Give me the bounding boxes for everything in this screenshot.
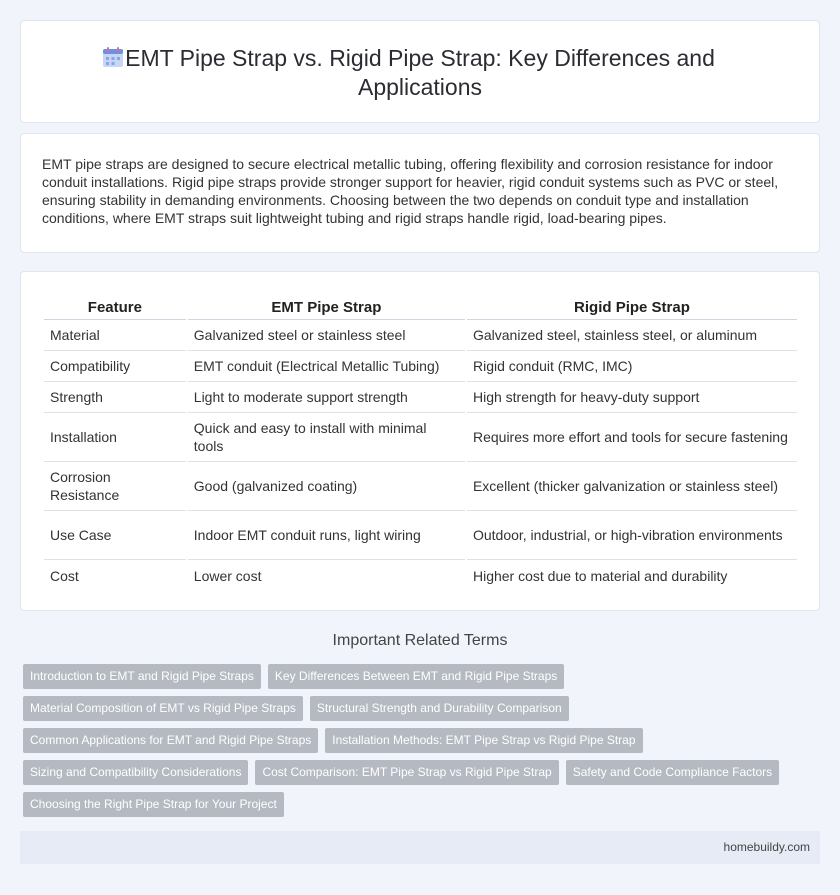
cell-rigid: Requires more effort and tools for secure fastening xyxy=(467,413,797,462)
cell-rigid: Excellent (thicker galvanization or stainless steel) xyxy=(467,462,797,511)
related-terms-heading: Important Related Terms xyxy=(332,632,508,649)
header-feature: Feature xyxy=(44,296,186,320)
cell-rigid: Higher cost due to material and durability xyxy=(472,567,728,584)
related-terms-list xyxy=(23,664,813,824)
comparison-table xyxy=(42,296,799,591)
cell-feature: Installation xyxy=(44,413,186,462)
table-row xyxy=(44,413,797,462)
related-term-tag[interactable]: Introduction to EMT and Rigid Pipe Straps xyxy=(23,664,261,689)
page-title: EMT Pipe Strap vs. Rigid Pipe Strap: Key Differences and Applications xyxy=(125,45,715,100)
related-term-tag[interactable]: Choosing the Right Pipe Strap for Your Project xyxy=(23,792,284,817)
footer xyxy=(20,831,820,864)
header-emt: EMT Pipe Strap xyxy=(188,296,465,320)
cell-feature: Compatibility xyxy=(44,351,186,382)
comparison-card xyxy=(20,271,820,611)
cell-emt: Galvanized steel or stainless steel xyxy=(188,320,465,351)
related-term-tag[interactable]: Sizing and Compatibility Considerations xyxy=(23,760,248,785)
table-row xyxy=(44,320,797,351)
cell-emt: Indoor EMT conduit runs, light wiring xyxy=(188,511,465,560)
related-term-tag[interactable]: Material Composition of EMT vs Rigid Pipe Straps xyxy=(23,696,303,721)
cell-feature: Corrosion Resistance xyxy=(44,462,186,511)
title-card xyxy=(20,20,820,123)
table-row xyxy=(44,382,797,413)
cell-feature: Material xyxy=(44,320,186,351)
related-term-tag[interactable]: Key Differences Between EMT and Rigid Pipe Straps xyxy=(268,664,564,689)
table-header-row xyxy=(44,296,797,320)
cell-emt: EMT conduit (Electrical Metallic Tubing) xyxy=(188,351,465,382)
related-term-tag[interactable]: Cost Comparison: EMT Pipe Strap vs Rigid Pipe Strap xyxy=(255,760,558,785)
cell-emt: Quick and easy to install with minimal tools xyxy=(188,413,465,462)
cell-feature: Cost xyxy=(50,567,79,584)
cell-emt: Good (galvanized coating) xyxy=(188,462,465,511)
cell-rigid: Outdoor, industrial, or high-vibration environments xyxy=(467,511,797,560)
related-term-tag[interactable]: Common Applications for EMT and Rigid Pipe Straps xyxy=(23,728,318,753)
cell-rigid: Rigid conduit (RMC, IMC) xyxy=(467,351,797,382)
table-row xyxy=(44,511,797,560)
table-row xyxy=(44,351,797,382)
cell-emt: Lower cost xyxy=(193,567,262,584)
footer-site-link[interactable]: homebuildy.com xyxy=(723,840,810,854)
cell-feature: Use Case xyxy=(44,511,186,560)
table-row xyxy=(44,560,797,591)
intro-paragraph: EMT pipe straps are designed to secure electrical metallic tubing, offering flexibility and corrosion resistance for indoor conduit installations. Rigid pipe straps provide stronger support for heavier, rigid conduit systems such as PVC or steel, ensuring stability in demanding environments. Choosing between the two depends on conduit type and installation conditions, where EMT straps suit lightweight tubing and rigid straps handle rigid, load-bearing pipes. xyxy=(42,156,779,226)
related-term-tag[interactable]: Safety and Code Compliance Factors xyxy=(566,760,779,785)
table-row xyxy=(44,462,797,511)
cell-emt: Light to moderate support strength xyxy=(188,382,465,413)
related-term-tag[interactable]: Structural Strength and Durability Comparison xyxy=(310,696,569,721)
related-term-tag[interactable]: Installation Methods: EMT Pipe Strap vs Rigid Pipe Strap xyxy=(325,728,642,753)
intro-card xyxy=(20,133,820,253)
cell-feature: Strength xyxy=(44,382,186,413)
cell-rigid: Galvanized steel, stainless steel, or aluminum xyxy=(467,320,797,351)
cell-rigid: High strength for heavy-duty support xyxy=(467,382,797,413)
header-rigid: Rigid Pipe Strap xyxy=(467,296,797,320)
